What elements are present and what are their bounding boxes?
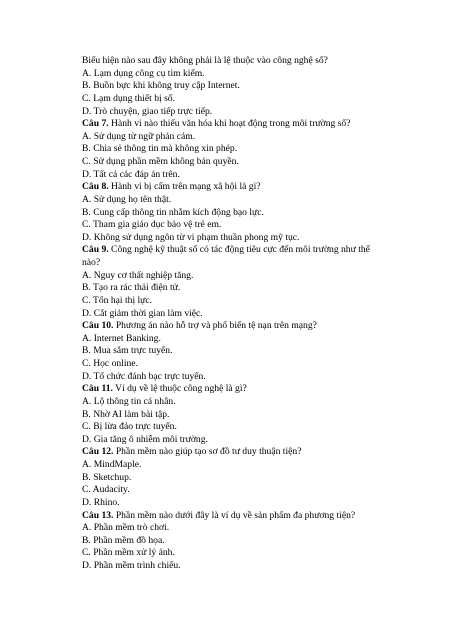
answer-option: A. Nguy cơ thất nghiệp tăng. (82, 269, 194, 281)
answer-option: D. Cắt giảm thời gian làm việc. (82, 307, 203, 319)
answer-option: A. Internet Banking. (82, 332, 161, 344)
question-text: Biểu hiện nào sau đây không phải là lệ thuộc vào công nghệ số? (82, 55, 328, 66)
question-number: Câu 8. (82, 181, 109, 193)
question-text: Hành vi bị cấm trên mạng xã hội là gì? (108, 181, 261, 193)
question-number: Câu 10. (82, 320, 114, 332)
answer-option: A. Sử dụng họ tên thật. (82, 193, 172, 205)
question-8 (82, 181, 382, 194)
answer-option: C. Sử dụng phần mềm không bản quyền. (82, 156, 239, 167)
answer-option: D. Gia tăng ô nhiễm môi trường. (82, 433, 208, 445)
answer-option: B. Phần mềm đồ họa. (82, 534, 165, 546)
question-text: Công nghệ kỹ thuật số có tác động tiêu cực đến môi trường như thế nào? (82, 244, 370, 268)
answer-option: B. Buồn bực khi không truy cập Internet. (82, 80, 240, 92)
answer-option: B. Mua sắm trực tuyến. (82, 345, 173, 357)
question-text: Phương án nào hỗ trợ và phổ biến tệ nạn trên mạng? (113, 320, 317, 332)
question-text: Ví dụ về lệ thuộc công nghệ là gì? (112, 383, 247, 395)
answer-option: D. Phần mềm trình chiếu. (82, 560, 181, 571)
answer-option: C. Học online. (82, 358, 138, 369)
document-page (82, 55, 382, 573)
answer-option: A. Lạm dụng công cụ tìm kiếm. (82, 67, 205, 79)
answer-option: D. Tất cả các đáp án trên. (82, 168, 180, 180)
answer-option: C. Lạm dụng thiết bị số. (82, 92, 176, 104)
answer-option: A. Sử dụng từ ngữ phản cảm. (82, 130, 196, 142)
question-text: Hành vi nào thiếu văn hóa khi hoạt động trong môi trường số? (108, 118, 351, 130)
answer-option: D. Tổ chức đánh bạc trực tuyến. (82, 370, 206, 382)
question-text: Phần mềm nào dưới đây là ví dụ về sản phẩm đa phương tiện? (113, 509, 356, 521)
question-13 (82, 510, 382, 523)
question-9 (82, 244, 382, 269)
answer-option: C. Phần mềm xử lý ảnh. (82, 547, 175, 559)
answer-option: C. Tham gia giáo dục bảo vệ trẻ em. (82, 219, 222, 231)
answer-option: C. Bị lừa đảo trực tuyến. (82, 421, 177, 433)
question-12 (82, 446, 382, 459)
answer-option: B. Sketchup. (82, 471, 132, 483)
answer-option: B. Tạo ra rác thải điện tử. (82, 282, 181, 294)
question-number: Câu 9. (82, 244, 109, 256)
answer-option: A. Lộ thông tin cá nhân. (82, 395, 176, 407)
answer-option: A. Phần mềm trò chơi. (82, 522, 170, 534)
answer-option: D. Không sử dụng ngôn từ vi phạm thuần phong mỹ tục. (82, 231, 300, 243)
answer-option: C. Tổn hại thị lực. (82, 294, 153, 306)
question-10 (82, 320, 382, 333)
question-text: Phần mềm nào giúp tạo sơ đồ tư duy thuận tiện? (113, 446, 302, 458)
question-11 (82, 383, 382, 396)
question-number: Câu 12. (82, 446, 114, 458)
question-7 (82, 118, 382, 131)
answer-option: B. Nhờ AI làm bài tập. (82, 408, 170, 420)
question-number: Câu 7. (82, 118, 109, 130)
answer-option: C. Audacity. (82, 484, 130, 496)
answer-option: D. Trò chuyện, giao tiếp trực tiếp. (82, 105, 213, 117)
answer-option: D. Rhino. (82, 496, 120, 508)
answer-option: A. MindMaple. (82, 459, 142, 470)
question-number: Câu 11. (82, 383, 113, 395)
answer-option: B. Chia sẻ thông tin mà không xin phép. (82, 143, 238, 155)
question-number: Câu 13. (82, 509, 114, 521)
answer-option: B. Cung cấp thông tin nhằm kích động bạo lực. (82, 206, 264, 218)
